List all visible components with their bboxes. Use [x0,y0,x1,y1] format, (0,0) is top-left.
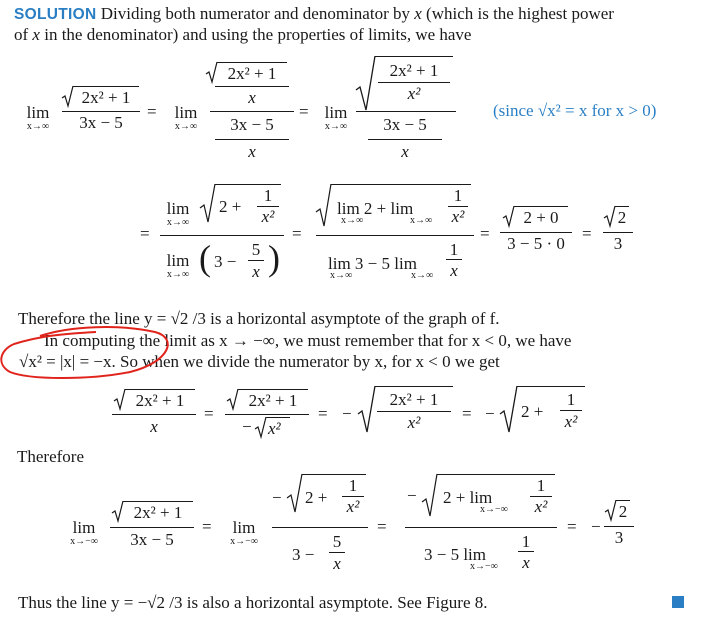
eq2-t3-den: 3 − 5 · 0 [507,234,565,253]
intro-text-1: Dividing both numerator and denominator by [100,4,410,23]
eq2-five: 5 [251,240,261,259]
sqrt-bar [238,389,308,390]
equals-sign: = [292,224,302,243]
lim-sub: x→−∞ [230,536,258,547]
eq3-one: 1 [566,390,576,409]
main-fraction-bar [272,527,368,528]
lim-word: lim [166,199,190,218]
eq4-lim-1 [62,519,106,547]
sqrt-bar [331,184,471,185]
eq4-one: 1 [348,476,358,495]
eq4-one: 1 [521,532,531,551]
therefore-label: Therefore [17,447,85,466]
lim-sub: x→∞ [341,215,364,226]
big-sqrt-sign [500,386,518,434]
sqrt-bar [215,184,281,185]
main-fraction-bar [316,235,474,236]
intro-line-1 [14,4,614,24]
fraction-bar [500,232,572,233]
eq4-r-num: 2 + lim [443,488,493,507]
sqrt-bar [616,500,630,501]
intro-text-2: (which is the highest power [426,4,614,23]
para-asymptote: Therefore the line y = √2 /3 is a horizontal asymptote of the graph of f. [18,309,500,328]
equals-sign: = [567,517,577,536]
minus-sign: − [591,517,601,536]
fraction-bar [604,526,634,527]
eq1-r-num-top: 2x² + 1 [389,61,439,80]
sqrt-bar [73,86,139,87]
lim-sub: x→∞ [166,269,190,280]
sqrt-bar [217,62,287,63]
main-fraction-bar [210,111,294,112]
para-neg-limit-line1: In computing the limit as x → −∞, we must remember that for x < 0, we have [44,331,572,350]
sqrt-bar [615,206,629,207]
equals-sign: = [318,404,328,423]
lim-word: lim [166,251,190,270]
eq2-x: x [450,261,458,280]
sqrt-sign [255,417,267,439]
fraction-bar [110,527,194,528]
big-sqrt-sign [358,386,376,434]
equals-sign: = [204,404,214,423]
eq2-one: 1 [449,240,459,259]
lim-word: lim [174,103,198,122]
eq3-b-num: 2x² + 1 [248,391,298,410]
eq2-t1-num: 2 + [219,197,242,216]
sqrt-sign [422,474,438,518]
eq2-den-x: x [252,262,260,281]
intro-line2-a: of [14,25,29,44]
left-paren: ( [199,238,211,278]
sqrt-sign [316,184,332,228]
fraction-bar [377,411,451,412]
eq4-r-den: 3 − 5 lim [424,545,487,564]
eq2-one: 1 [263,186,273,205]
sqrt-bar [375,386,453,387]
sqrt-bar [375,56,453,57]
eq4-lhs-den: 3x − 5 [130,530,174,549]
sqrt-bar [517,386,585,387]
equals-sign: = [462,404,472,423]
minus-sign: − [272,488,282,507]
eq1-mid-den-bot: x [248,142,256,161]
sqrt-bar [437,474,555,475]
lim-sub: x→∞ [330,270,353,281]
circled-identity: √x² = |x| = −x. [19,352,116,371]
lim-sub: x→−∞ [70,536,98,547]
fraction-bar [215,86,289,87]
fraction-bar [446,259,462,260]
intro-var-x: x [414,4,422,23]
fraction-bar [368,139,442,140]
eq4-x2: x² [346,497,360,516]
minus-sign: − [342,404,352,423]
solution-label: SOLUTION [14,6,97,23]
eq2-t2-num: lim 2 + lim [337,199,414,218]
eq3-c-num: 2x² + 1 [389,390,439,409]
main-fraction-bar [405,527,557,528]
eq1-r-den-top: 3x − 5 [383,115,427,134]
fraction-bar [225,414,309,415]
eq4-one: 1 [536,476,546,495]
eq3-x2: x² [564,412,578,431]
end-of-solution-marker [672,596,684,608]
eq2-t4-den: 3 [613,234,623,253]
lim-sub: x→∞ [26,121,50,132]
lim-word: lim [26,103,50,122]
fraction-bar [560,410,582,411]
equals-sign: = [480,224,490,243]
minus-sign: − [242,417,252,436]
eq3-b-den: x² [268,419,281,438]
lim-sub: x→∞ [174,121,198,132]
minus-sign: − [485,404,495,423]
eq2-t2-den: lim 3 − 5 lim [328,254,417,273]
eq4-res-den: 3 [614,528,624,547]
eq4-m-den: 3 − [292,545,315,564]
eq4-x2: x² [534,497,548,516]
equals-sign: = [582,224,592,243]
eq1-lim-2 [168,104,204,132]
eq4-lim-2 [222,519,266,547]
lim-word: lim [232,518,256,537]
sqrt-sign [200,184,216,224]
sqrt-sign [287,474,303,514]
eq1-lim-1 [20,104,56,132]
fraction-bar [62,111,140,112]
eq1-lim-3 [318,104,354,132]
lim-sub: x→∞ [411,270,434,281]
fraction-bar [329,552,345,553]
equals-sign: = [299,102,309,121]
right-paren: ) [268,238,280,278]
lim-word: lim [72,518,96,537]
lim-sub: x→∞ [410,215,433,226]
eq1-r-num-bot: x² [407,84,421,103]
eq2-one: 1 [453,186,463,205]
lim-sub: x→−∞ [470,561,498,572]
equals-sign: = [147,102,157,121]
eq2-x2: x² [261,207,275,226]
eq1-mid-den-top: 3x − 5 [230,115,274,134]
fraction-bar [378,82,450,83]
sqrt-bar [302,474,366,475]
sqrt-bar [123,501,193,502]
fraction-bar [215,139,289,140]
eq4-res-num: 2 [618,502,628,521]
main-fraction-bar [356,111,456,112]
eq4-lhs-num: 2x² + 1 [133,503,183,522]
closing-sentence: Thus the line y = −√2 /3 is also a horizontal asymptote. See Figure 8. [18,593,488,612]
eq3-a-den: x [150,417,158,436]
eq2-x2: x² [451,207,465,226]
intro-line-2 [14,25,471,45]
red-circle-annotation [0,316,180,386]
lim-sub: x→∞ [166,217,190,228]
eq2-t4-num: 2 [617,208,627,227]
sqrt-bar [125,389,195,390]
eq2-lim-num [160,200,196,228]
eq4-x: x [522,553,530,572]
sqrt-bar [514,206,568,207]
intro-line2-x: x [32,25,40,44]
minus-sign: − [407,486,417,505]
eq4-five: 5 [332,532,342,551]
main-fraction-bar [160,235,284,236]
eq3-d-in: 2 + [521,402,544,421]
eq1-lhs-num: 2x² + 1 [81,88,131,107]
lim-word: lim [324,103,348,122]
eq1-mid-num-bot: x [248,88,256,107]
para-rest: So when we divide the numerator by x, for x < 0 we get [120,352,500,371]
eq3-c-den: x² [407,413,421,432]
eq2-t1-den: 3 − [214,252,237,271]
intro-line2-b: in the denominator) and using the properties of limits, we have [44,25,472,44]
eq2-t3-num: 2 + 0 [523,208,559,227]
eq2-lim-den [160,252,196,280]
equals-sign: = [202,517,212,536]
lim-sub: x→−∞ [480,504,508,515]
fraction-bar [603,232,633,233]
eq4-x: x [333,554,341,573]
equals-sign: = [377,517,387,536]
fraction-bar [112,414,196,415]
eq1-r-den-bot: x [401,142,409,161]
lim-sub: x→∞ [324,121,348,132]
eq1-mid-num-top: 2x² + 1 [227,64,277,83]
sqrt-bar [266,417,290,418]
eq1-lhs-den: 3x − 5 [79,113,123,132]
fraction-bar [248,260,264,261]
big-sqrt-sign [356,56,376,112]
fraction-bar [518,551,534,552]
eq1-note: (since √x² = x for x > 0) [493,101,657,120]
equals-sign: = [140,224,150,243]
eq3-a-num: 2x² + 1 [135,391,185,410]
eq4-m-num: 2 + [305,488,328,507]
